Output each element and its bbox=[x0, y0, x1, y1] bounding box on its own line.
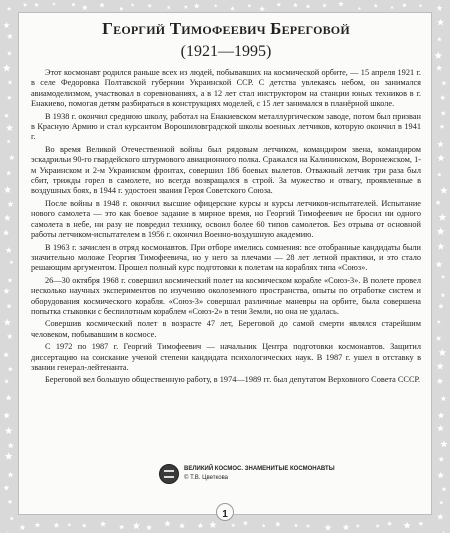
star-icon bbox=[441, 275, 445, 279]
paragraph: Этот космонавт родился раньше всех из людей, побывавших на космической орбите, — 15 апреля 1921 г. в селе Федоровка Полтавской губернии Украинской ССР. С детства увлекаясь небом, он занимался авиамоделизмом, участвовал в соревнованиях, а в 12 лет стал инструктором на станции юных техников в г. Енакиево, помогая детям разбираться в конструкциях моделей, с 15 лет занимался в планёрной школе. bbox=[31, 68, 421, 109]
star-icon bbox=[374, 4, 378, 8]
star-icon bbox=[243, 521, 248, 526]
page-footer bbox=[159, 461, 335, 489]
star-icon bbox=[8, 80, 13, 85]
star-icon bbox=[436, 261, 443, 268]
star-icon bbox=[441, 81, 446, 86]
star-icon bbox=[179, 523, 185, 529]
star-icon bbox=[10, 516, 14, 520]
star-icon bbox=[439, 213, 447, 221]
star-icon bbox=[231, 523, 235, 527]
star-icon bbox=[3, 352, 9, 358]
star-icon bbox=[23, 3, 27, 7]
star-icon bbox=[436, 362, 444, 369]
star-icon bbox=[8, 499, 13, 504]
star-icon bbox=[387, 521, 392, 526]
star-icon bbox=[7, 6, 12, 10]
star-icon bbox=[5, 427, 13, 434]
star-icon bbox=[438, 412, 445, 418]
paragraph: Береговой вел большую общественную работу, в 1974—1989 гг. был депутатом Верховного Совета СССР. bbox=[45, 375, 421, 385]
star-icon bbox=[8, 472, 14, 478]
star-icon bbox=[437, 141, 444, 147]
star-icon bbox=[306, 524, 310, 528]
star-icon bbox=[82, 523, 87, 528]
star-icon bbox=[7, 278, 12, 283]
star-icon bbox=[7, 95, 12, 100]
star-icon bbox=[54, 522, 60, 528]
star-icon bbox=[20, 524, 26, 530]
star-icon bbox=[9, 155, 15, 161]
paragraph: 26—30 октября 1968 г. совершил космический полет на космическом корабле «Союз-3». В полете провел несколько научных экспериментов по изучению околоземного пространства, опыты по отработке систем и оборудования космического корабля. «Союз-3» совершал различные маневры на орбите, была совершена попытка стыковки с беспилотным кораблем «Союз-2» в тени Земли, но она не удалась. bbox=[31, 275, 421, 316]
star-icon bbox=[275, 521, 281, 527]
star-icon bbox=[294, 523, 298, 527]
page-title: Георгий Тимофеевич Береговой bbox=[102, 19, 350, 38]
star-icon bbox=[439, 500, 443, 504]
star-icon bbox=[436, 335, 442, 340]
star-icon bbox=[230, 6, 235, 11]
star-icon bbox=[437, 243, 444, 250]
star-icon bbox=[437, 425, 444, 432]
star-icon bbox=[418, 521, 423, 526]
star-icon bbox=[119, 524, 124, 529]
star-icon bbox=[3, 22, 9, 28]
star-icon bbox=[441, 111, 446, 116]
star-icon bbox=[437, 513, 444, 519]
star-icon bbox=[6, 395, 12, 401]
series-title: ВЕЛИКИЙ КОСМОС. ЗНАМЕНИТЫЕ КОСМОНАВТЫ bbox=[184, 466, 335, 472]
star-icon bbox=[6, 171, 11, 176]
star-icon bbox=[133, 522, 141, 529]
biography-text bbox=[31, 68, 421, 388]
star-icon bbox=[440, 95, 446, 100]
star-icon bbox=[440, 187, 447, 194]
star-icon bbox=[8, 442, 14, 448]
star-icon bbox=[82, 5, 88, 11]
star-icon bbox=[214, 4, 218, 8]
star-icon bbox=[358, 7, 362, 10]
star-icon bbox=[343, 524, 350, 530]
star-icon bbox=[3, 64, 11, 71]
star-icon bbox=[247, 4, 251, 8]
star-icon bbox=[100, 521, 106, 527]
star-icon bbox=[439, 124, 444, 129]
star-icon bbox=[293, 2, 298, 7]
star-icon bbox=[438, 303, 444, 308]
star-icon bbox=[436, 5, 442, 11]
page-number-badge bbox=[216, 503, 234, 521]
star-icon bbox=[437, 227, 445, 235]
paragraph: После войны в 1948 г. окончил высшие офицерские курсы и курсы летчиков-испытателей. Испытание нового самолета — это как боевое задание в мирное время, но Георгий Тимофеевич не бросил ни одного самолета в небе, ни разу не повредил технику, освоил более 60 типов самолетов. Без отрыва от основной работы летчиком-испытателем в 1956 г. окончил Военно-воздушную академию. bbox=[31, 198, 421, 240]
star-icon bbox=[52, 2, 56, 5]
publisher-logo-icon bbox=[159, 464, 179, 484]
star-icon bbox=[440, 440, 447, 447]
star-icon bbox=[437, 37, 442, 42]
star-icon bbox=[148, 4, 152, 8]
star-icon bbox=[6, 304, 11, 309]
copyright-text: © Т.В. Цветкова bbox=[184, 475, 229, 481]
star-icon bbox=[4, 319, 11, 326]
page-number: 1 bbox=[222, 509, 228, 520]
star-icon bbox=[439, 349, 447, 356]
star-icon bbox=[146, 524, 152, 530]
star-icon bbox=[7, 33, 13, 39]
star-icon bbox=[439, 456, 445, 461]
star-icon bbox=[322, 3, 327, 7]
star-icon bbox=[437, 172, 442, 176]
star-icon bbox=[435, 200, 441, 205]
star-icon bbox=[306, 4, 311, 8]
star-icon bbox=[437, 154, 444, 161]
star-icon bbox=[4, 186, 11, 193]
star-icon bbox=[4, 379, 9, 384]
paragraph: В 1938 г. окончил среднюю школу, работал на Енакиевском металлургическом заводе, потом был призван в Красную Армию и стал курсантом Ворошиловградской школы военных летчиков, которую окончил в 1941 г. bbox=[31, 111, 421, 142]
star-icon bbox=[441, 293, 446, 298]
star-icon bbox=[7, 51, 12, 56]
star-icon bbox=[131, 3, 135, 7]
star-icon bbox=[402, 3, 407, 8]
star-icon bbox=[436, 65, 442, 71]
star-icon bbox=[3, 288, 9, 294]
document-page bbox=[18, 12, 432, 515]
star-icon bbox=[356, 524, 360, 528]
star-icon bbox=[419, 4, 423, 8]
star-icon bbox=[184, 5, 188, 9]
star-icon bbox=[209, 521, 216, 528]
star-icon bbox=[9, 260, 13, 264]
star-icon bbox=[434, 52, 442, 59]
star-icon bbox=[437, 472, 444, 479]
star-icon bbox=[5, 452, 13, 460]
star-icon bbox=[7, 139, 11, 143]
star-icon bbox=[7, 333, 13, 339]
star-icon bbox=[119, 6, 124, 10]
star-icon bbox=[6, 124, 13, 131]
star-icon bbox=[325, 524, 332, 531]
star-icon bbox=[442, 487, 447, 492]
star-icon bbox=[4, 113, 9, 118]
star-icon bbox=[338, 1, 344, 7]
star-icon bbox=[437, 19, 444, 26]
paragraph: Во время Великой Отечественной войны был рядовым летчиком, командиром звена, командиром эскадрильи 90-го гвардейского штурмового авиационного полка. Сражался на Калининском, Воронежском, 1-м Украинском и 2-м Украинском фронтах, совершил 186 боевых вылетов. Отважный летчик три раза был сбит, трижды горел в самолете, но всегда возвращался в строй. За мужество и отвагу, проявленные в воздушных боях, в 1944 г. удостоен звания Героя Советского Союза. bbox=[31, 144, 421, 196]
star-icon bbox=[376, 524, 380, 528]
star-icon bbox=[71, 2, 76, 6]
star-icon bbox=[276, 2, 281, 7]
star-icon bbox=[6, 247, 12, 253]
star-icon bbox=[437, 378, 444, 384]
star-icon bbox=[4, 214, 11, 221]
star-icon bbox=[259, 6, 265, 11]
star-icon bbox=[3, 229, 9, 235]
paragraph: С 1972 по 1987 г. Георгий Тимофеевич — начальник Центра подготовки космонавтов. Защитил диссертацию на соискание ученой степени кандидата психологических наук. В 1987 г. ушел в отставку в звании генерал-лейтенанта. bbox=[31, 342, 421, 372]
star-icon bbox=[262, 524, 266, 528]
star-icon bbox=[67, 523, 71, 527]
star-icon bbox=[34, 2, 39, 7]
star-icon bbox=[8, 367, 13, 372]
paragraph: Совершив космический полет в возрасте 47 лет, Береговой до самой смерти являлся старейшим человеком, побывавшим в космосе. bbox=[31, 319, 421, 339]
star-icon bbox=[437, 320, 441, 324]
paragraph: В 1963 г. зачислен в отряд космонавтов. При отборе имелись сомнения: все отобранные кандидаты были значительно моложе Георгия Тимофеевича, но у него за плечами — 28 лет летной практики, и это стало решающим аргументом. Прошел полный курс подготовки к полетам на кораблях типа «Союз». bbox=[31, 242, 421, 273]
star-icon bbox=[35, 522, 41, 528]
life-years: (1921—1995) bbox=[180, 43, 272, 60]
star-icon bbox=[198, 523, 204, 529]
star-icon bbox=[404, 522, 411, 529]
star-icon bbox=[194, 3, 200, 8]
star-icon bbox=[390, 6, 393, 9]
star-icon bbox=[99, 2, 105, 7]
star-icon bbox=[3, 412, 10, 418]
star-icon bbox=[3, 485, 9, 491]
star-icon bbox=[167, 5, 171, 9]
star-icon bbox=[7, 201, 13, 207]
star-icon bbox=[441, 396, 447, 402]
star-icon bbox=[164, 520, 171, 526]
